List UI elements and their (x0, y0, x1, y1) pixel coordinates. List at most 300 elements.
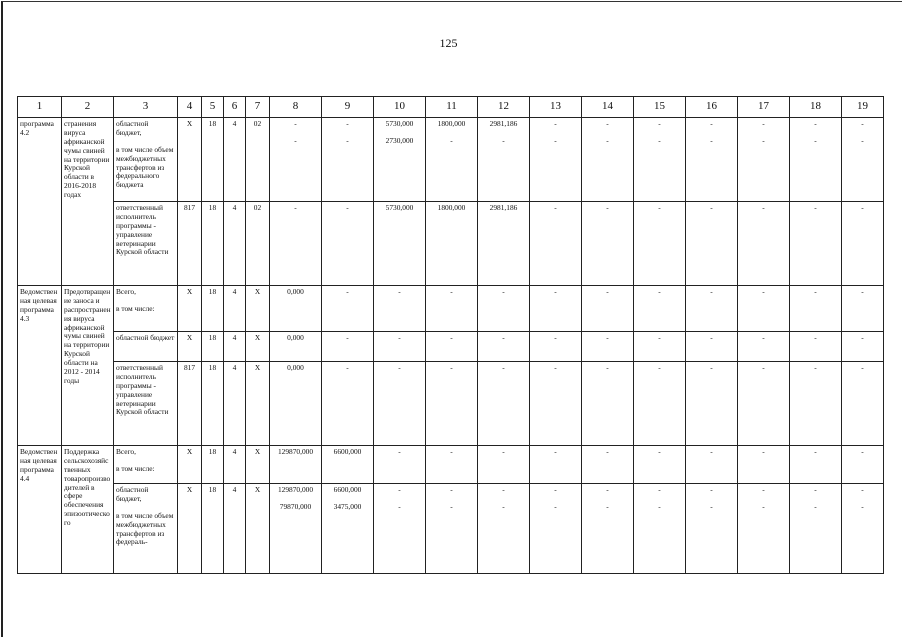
value-line: - (502, 363, 505, 372)
program-name-cell: Предотвращение заноса и распространения вируса африканской чумы свиней на территории Курской области на 2012 - 2014 годы (62, 286, 114, 446)
value-line: - (450, 363, 453, 372)
table-row (18, 446, 884, 484)
code-c4-cell (178, 118, 202, 202)
value-line: - (762, 119, 765, 128)
value-line: - (861, 333, 864, 342)
value-cell (842, 286, 884, 332)
program-code-cell: программа 4.2 (18, 118, 62, 286)
value-line: - (554, 135, 557, 145)
value-cell (686, 118, 738, 202)
value-line: - (398, 485, 401, 494)
column-header: 14 (582, 97, 634, 118)
code-c7-cell-line: X (254, 333, 261, 342)
value-line: - (710, 363, 713, 372)
code-c4-cell (178, 484, 202, 574)
value-line: - (658, 333, 661, 342)
budget-source-cell-line: областной бюджет (116, 333, 175, 342)
value-line: - (450, 287, 453, 296)
value-cell (374, 332, 426, 362)
value-line: 0,000 (287, 363, 304, 372)
value-cell (530, 332, 582, 362)
value-line: 129870,000 (277, 485, 314, 494)
table-row (18, 118, 884, 202)
table-row (18, 484, 884, 574)
value-line: - (814, 333, 817, 342)
code-c5-cell (202, 362, 224, 446)
code-c7-cell (246, 118, 270, 202)
value-cell (634, 446, 686, 484)
value-line: - (450, 333, 453, 342)
value-line: 6600,000 (333, 485, 362, 494)
budget-source-cell (114, 286, 178, 332)
table-row (18, 202, 884, 286)
value-line: - (762, 333, 765, 342)
code-c7-cell (246, 202, 270, 286)
column-header: 17 (738, 97, 790, 118)
value-line: - (710, 287, 713, 296)
value-cell (374, 446, 426, 484)
column-header: 7 (246, 97, 270, 118)
column-header: 18 (790, 97, 842, 118)
value-cell (426, 332, 478, 362)
value-line: - (861, 203, 864, 212)
code-c5-cell (202, 484, 224, 574)
value-line: - (606, 119, 609, 128)
value-line: - (554, 333, 557, 342)
value-line: - (710, 485, 713, 494)
value-line: - (554, 363, 557, 372)
code-c6-cell-line: 4 (232, 447, 237, 456)
value-cell (426, 446, 478, 484)
value-line: 79870,000 (279, 501, 312, 511)
code-c6-cell-line: 4 (232, 287, 237, 296)
code-c4-cell-line: X (186, 333, 193, 342)
value-cell (322, 362, 374, 446)
code-c6-cell (224, 362, 246, 446)
code-c4-cell (178, 286, 202, 332)
value-cell (842, 202, 884, 286)
code-c7-cell (246, 484, 270, 574)
value-line: - (814, 203, 817, 212)
code-c5-cell (202, 446, 224, 484)
code-c7-cell (246, 332, 270, 362)
header-row (18, 97, 884, 118)
budget-source-cell-line: в том числе: (116, 303, 155, 313)
value-line: - (294, 119, 297, 128)
code-c6-cell-line: 4 (232, 119, 237, 128)
value-cell (478, 484, 530, 574)
value-cell (530, 362, 582, 446)
code-c5-cell-line: 18 (208, 333, 217, 342)
value-cell (426, 484, 478, 574)
value-cell (842, 484, 884, 574)
value-line: 6600,000 (333, 447, 362, 456)
value-cell (738, 362, 790, 446)
code-c7-cell-line: X (254, 363, 261, 372)
value-line: - (762, 485, 765, 494)
value-cell (322, 118, 374, 202)
code-c6-cell (224, 484, 246, 574)
value-cell (426, 118, 478, 202)
value-line: 5730,000 (385, 203, 414, 212)
budget-source-cell-line: в том числе: (116, 463, 155, 473)
program-code-cell: Ведомственная целевая программа 4.3 (18, 286, 62, 446)
value-line: - (861, 447, 864, 456)
value-cell (426, 286, 478, 332)
value-line: - (814, 447, 817, 456)
value-cell (738, 118, 790, 202)
value-cell (582, 332, 634, 362)
code-c7-cell-line: X (254, 485, 261, 494)
value-line: 129870,000 (277, 447, 314, 456)
code-c5-cell (202, 118, 224, 202)
value-line: - (710, 135, 713, 145)
value-cell (686, 362, 738, 446)
value-line: - (450, 501, 453, 511)
code-c5-cell-line: 18 (208, 119, 217, 128)
value-line: - (861, 363, 864, 372)
column-header: 19 (842, 97, 884, 118)
budget-source-cell (114, 202, 178, 286)
value-line: - (554, 485, 557, 494)
value-line: - (606, 203, 609, 212)
value-cell (426, 362, 478, 446)
value-line: - (814, 119, 817, 128)
budget-source-cell-line: областной бюджет, (116, 485, 149, 503)
value-cell (270, 202, 322, 286)
value-cell (530, 286, 582, 332)
value-line: - (658, 135, 661, 145)
value-line: 2730,000 (385, 135, 414, 145)
value-cell (478, 446, 530, 484)
value-cell (686, 286, 738, 332)
value-cell (634, 118, 686, 202)
program-code-cell: Ведомственная целевая программа 4.4 (18, 446, 62, 574)
value-line: - (762, 501, 765, 511)
table-body (18, 97, 884, 574)
value-line: - (398, 501, 401, 511)
code-c5-cell-line: 18 (208, 203, 217, 212)
value-cell (374, 484, 426, 574)
code-c7-cell-line: 02 (253, 203, 262, 212)
code-c5-cell-line: 18 (208, 447, 217, 456)
value-cell (582, 362, 634, 446)
value-line: - (502, 501, 505, 511)
value-cell (790, 484, 842, 574)
value-cell (634, 286, 686, 332)
column-header: 11 (426, 97, 478, 118)
value-line: 5730,000 (385, 119, 414, 128)
budget-source-cell (114, 118, 178, 202)
code-c5-cell (202, 202, 224, 286)
column-header: 10 (374, 97, 426, 118)
code-c6-cell (224, 446, 246, 484)
code-c7-cell-line: X (254, 287, 261, 296)
value-cell (530, 118, 582, 202)
value-line: - (814, 363, 817, 372)
value-cell (842, 362, 884, 446)
column-header: 16 (686, 97, 738, 118)
value-line: - (554, 501, 557, 511)
value-cell (478, 362, 530, 446)
value-line: 2981,186 (489, 119, 518, 128)
value-cell (790, 286, 842, 332)
code-c7-cell (246, 446, 270, 484)
value-line: - (502, 447, 505, 456)
value-cell (790, 362, 842, 446)
code-c4-cell (178, 332, 202, 362)
value-line: - (606, 485, 609, 494)
code-c7-cell-line: 02 (253, 119, 262, 128)
value-line: - (814, 485, 817, 494)
code-c5-cell-line: 18 (208, 287, 217, 296)
code-c6-cell-line: 4 (232, 485, 237, 494)
value-line: - (658, 287, 661, 296)
value-cell (374, 202, 426, 286)
value-line: - (762, 363, 765, 372)
value-line: - (450, 447, 453, 456)
value-line: - (346, 287, 349, 296)
value-cell (738, 286, 790, 332)
value-line: - (762, 447, 765, 456)
value-line: - (762, 203, 765, 212)
budget-source-cell-line: областной бюджет, (116, 119, 149, 137)
column-header: 8 (270, 97, 322, 118)
value-line: - (450, 485, 453, 494)
value-line: - (346, 135, 349, 145)
value-line: 1800,000 (437, 203, 466, 212)
value-line: - (658, 363, 661, 372)
value-line: - (710, 447, 713, 456)
code-c4-cell (178, 202, 202, 286)
value-line: - (502, 333, 505, 342)
value-cell (270, 362, 322, 446)
value-line: - (710, 119, 713, 128)
value-line: - (294, 135, 297, 145)
value-cell (634, 332, 686, 362)
column-header: 6 (224, 97, 246, 118)
value-line: - (554, 203, 557, 212)
budget-source-cell (114, 362, 178, 446)
value-cell (322, 446, 374, 484)
code-c4-cell-line: X (186, 119, 193, 128)
value-cell (738, 484, 790, 574)
value-cell (270, 446, 322, 484)
value-line: 3475,000 (333, 501, 362, 511)
value-cell (270, 484, 322, 574)
value-line: - (450, 135, 453, 145)
value-cell (634, 202, 686, 286)
value-cell (790, 332, 842, 362)
value-cell (686, 484, 738, 574)
code-c6-cell (224, 286, 246, 332)
value-cell (842, 332, 884, 362)
value-line: - (762, 287, 765, 296)
value-line: - (398, 333, 401, 342)
value-line: - (554, 287, 557, 296)
table-row (18, 332, 884, 362)
code-c5-cell-line: 18 (208, 485, 217, 494)
code-c6-cell (224, 202, 246, 286)
code-c4-cell-line: X (186, 447, 193, 456)
code-c6-cell-line: 4 (232, 333, 237, 342)
budget-table (17, 96, 884, 574)
value-line: 0,000 (287, 287, 304, 296)
code-c4-cell (178, 362, 202, 446)
budget-source-cell (114, 446, 178, 484)
value-line: - (658, 501, 661, 511)
value-line: - (658, 485, 661, 494)
value-line: - (346, 203, 349, 212)
column-header: 3 (114, 97, 178, 118)
column-header: 12 (478, 97, 530, 118)
value-cell (686, 446, 738, 484)
value-line: - (861, 501, 864, 511)
value-cell (374, 118, 426, 202)
value-cell (322, 286, 374, 332)
table-row (18, 286, 884, 332)
value-cell (582, 286, 634, 332)
value-line: - (710, 333, 713, 342)
value-cell (478, 332, 530, 362)
budget-source-cell-line: в том числе объем межбюджетных трансфертов из федераль- (116, 510, 174, 547)
value-cell (478, 118, 530, 202)
value-line: - (606, 447, 609, 456)
column-header: 5 (202, 97, 224, 118)
value-cell (426, 202, 478, 286)
value-cell (686, 332, 738, 362)
value-line: - (814, 135, 817, 145)
value-line: - (658, 119, 661, 128)
value-line: 1800,000 (437, 119, 466, 128)
value-line: - (606, 135, 609, 145)
value-line: - (606, 287, 609, 296)
budget-source-cell (114, 484, 178, 574)
value-cell (738, 446, 790, 484)
budget-source-cell-line: Всего, (116, 287, 136, 296)
value-line: - (861, 287, 864, 296)
column-header: 9 (322, 97, 374, 118)
value-line: - (346, 333, 349, 342)
value-cell (270, 118, 322, 202)
value-line: - (398, 447, 401, 456)
value-line: - (554, 119, 557, 128)
value-cell (530, 446, 582, 484)
value-line: - (814, 501, 817, 511)
code-c4-cell (178, 446, 202, 484)
program-name-cell: странения вируса африканской чумы свиней на территории Курской области в 2016-2018 годах (62, 118, 114, 286)
value-line: - (294, 203, 297, 212)
value-line: - (346, 119, 349, 128)
budget-source-cell-line: ответственный исполнитель программы - управление ветеринарии Курской области (116, 203, 169, 257)
value-line: - (658, 203, 661, 212)
value-cell (582, 202, 634, 286)
value-cell (738, 332, 790, 362)
value-line: - (346, 363, 349, 372)
code-c7-cell (246, 286, 270, 332)
code-c7-cell (246, 362, 270, 446)
code-c5-cell (202, 286, 224, 332)
value-cell (478, 202, 530, 286)
column-header: 4 (178, 97, 202, 118)
value-line: - (606, 501, 609, 511)
code-c5-cell-line: 18 (208, 363, 217, 372)
value-cell (582, 484, 634, 574)
code-c6-cell (224, 332, 246, 362)
value-cell (530, 484, 582, 574)
value-cell (322, 484, 374, 574)
code-c6-cell-line: 4 (232, 203, 237, 212)
budget-source-cell-line: ответственный исполнитель программы - управление ветеринарии Курской области (116, 363, 169, 417)
column-header: 2 (62, 97, 114, 118)
value-cell (634, 362, 686, 446)
value-cell (322, 202, 374, 286)
code-c6-cell (224, 118, 246, 202)
value-cell (374, 362, 426, 446)
value-line: - (502, 287, 505, 296)
value-cell (582, 118, 634, 202)
budget-source-cell-line: Всего, (116, 447, 136, 456)
value-line: - (762, 135, 765, 145)
value-line: - (658, 447, 661, 456)
code-c7-cell-line: X (254, 447, 261, 456)
column-header: 13 (530, 97, 582, 118)
table-row (18, 362, 884, 446)
value-cell (270, 332, 322, 362)
page-number: 125 (439, 36, 458, 50)
value-line: - (861, 485, 864, 494)
value-cell (634, 484, 686, 574)
value-line: - (606, 333, 609, 342)
value-cell (686, 202, 738, 286)
value-line: - (710, 501, 713, 511)
value-cell (790, 446, 842, 484)
code-c5-cell (202, 332, 224, 362)
value-cell (374, 286, 426, 332)
value-cell (270, 286, 322, 332)
code-c4-cell-line: 817 (183, 363, 196, 372)
value-line: - (398, 287, 401, 296)
budget-source-cell (114, 332, 178, 362)
value-line: - (814, 287, 817, 296)
value-line: 0,000 (287, 333, 304, 342)
column-header: 1 (18, 97, 62, 118)
value-cell (842, 446, 884, 484)
value-line: - (606, 363, 609, 372)
value-cell (738, 202, 790, 286)
value-cell (790, 118, 842, 202)
value-cell (530, 202, 582, 286)
code-c4-cell-line: X (186, 287, 193, 296)
value-line: - (502, 485, 505, 494)
value-cell (322, 332, 374, 362)
code-c4-cell-line: X (186, 485, 193, 494)
budget-source-cell-line: в том числе объем межбюджетных трансфертов из федерального бюджета (116, 144, 174, 190)
column-header: 15 (634, 97, 686, 118)
code-c6-cell-line: 4 (232, 363, 237, 372)
value-line: - (861, 135, 864, 145)
program-name-cell: Поддержка сельскохозяйственных товаропроизводителей в сфере обеспечения эпизоотического (62, 446, 114, 574)
code-c4-cell-line: 817 (183, 203, 196, 212)
value-line: - (710, 203, 713, 212)
value-cell (842, 118, 884, 202)
value-line: - (861, 119, 864, 128)
value-cell (582, 446, 634, 484)
value-cell (478, 286, 530, 332)
value-cell (790, 202, 842, 286)
value-line: 2981,186 (489, 203, 518, 212)
value-line: - (398, 363, 401, 372)
